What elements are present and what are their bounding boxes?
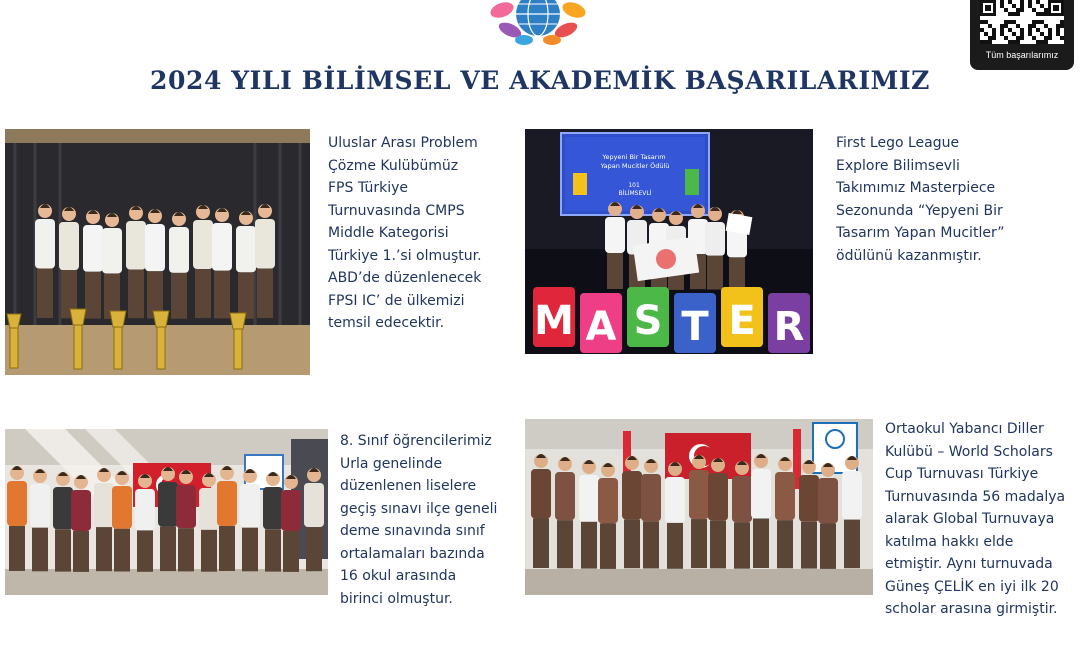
- qr-code-icon[interactable]: [980, 0, 1064, 44]
- person-figure: [775, 457, 795, 568]
- person-figure: [751, 454, 771, 568]
- person-figure: [708, 458, 728, 568]
- page-title: 2024 YILI BİLİMSEL VE AKADEMİK BAŞARILARIMIZ: [149, 66, 931, 95]
- master-letter: T: [681, 304, 709, 350]
- person-figure: [59, 207, 79, 318]
- person-figure: [212, 208, 232, 318]
- globe-flower-logo-icon: [488, 0, 588, 48]
- person-figure: [217, 466, 237, 571]
- person-figure: [598, 463, 618, 569]
- person-figure: [7, 466, 27, 571]
- person-figure: [818, 463, 838, 569]
- lego-screen-line-3: 101: [628, 182, 640, 189]
- achievement-2-text: First Lego League Explore Bilimsevli Takımımız Masterpiece Sezonunda “Yepyeni Bir Tasarım Yapan Mucitler” ödülünü kazanmıştır.: [836, 135, 1005, 264]
- person-figure: [531, 454, 551, 568]
- person-figure: [193, 205, 213, 318]
- master-letter: R: [773, 304, 805, 350]
- lego-screen-line-2: Yapan Mucitler Ödülü: [600, 162, 670, 170]
- person-figure: [176, 470, 196, 571]
- person-figure: [555, 457, 575, 568]
- person-figure: [240, 469, 260, 571]
- person-figure: [689, 455, 709, 568]
- person-figure: [842, 456, 862, 568]
- master-letter: S: [633, 298, 663, 344]
- person-figure: [94, 468, 114, 571]
- person-figure: [169, 212, 189, 319]
- person-figure: [236, 211, 256, 319]
- person-figure: [30, 469, 50, 571]
- qr-caption: Tüm başarılarımız: [985, 50, 1059, 60]
- master-letter: E: [728, 298, 756, 344]
- scholars-cup-team-photo: [525, 419, 873, 595]
- person-figure: [732, 461, 752, 569]
- master-letter: A: [585, 304, 617, 350]
- person-figure: [102, 213, 122, 319]
- team-trophies-stage-photo: [5, 129, 310, 375]
- svg-text:Yepyeni Bir Tasarım Yapa: [600, 153, 670, 170]
- person-figure: [304, 468, 324, 571]
- master-letter: M: [534, 298, 574, 344]
- person-figure: [35, 204, 55, 318]
- grade8-students-hall-photo: [5, 429, 328, 595]
- person-figure: [158, 467, 178, 571]
- lego-screen-line-4: BİLİMSEVLİ: [618, 190, 652, 197]
- achievement-4-text: Ortaokul Yabancı Diller Kulübü – World Scholars Cup Turnuvası Türkiye Turnuvasında 56 madalya alarak Global Turnuvaya katılma hakkı elde etmiştir. Aynı turnuvada Güneş ÇELİK en iyi ilk 20 scholar arasına girmiştir.: [885, 421, 1066, 617]
- lego-league-stage-photo: [525, 129, 813, 354]
- person-figure: [641, 459, 661, 569]
- person-figure: [255, 204, 275, 318]
- person-figure: [799, 460, 819, 569]
- person-figure: [145, 209, 165, 319]
- lego-screen-line-1: Yepyeni Bir Tasarım: [602, 153, 666, 161]
- person-figure: [126, 206, 146, 318]
- person-figure: [622, 456, 642, 568]
- person-figure: [579, 460, 599, 569]
- achievement-1-text: Uluslar Arası Problem Çözme Kulübümüz FPS Türkiye Turnuvasında CMPS Middle Kategorisi Türkiye 1.’si olmuştur. ABD’de düzenlenecek FPSI IC’ de ülkemizi temsil edecektir.: [328, 135, 482, 331]
- person-figure: [83, 210, 103, 319]
- achievement-3-text: 8. Sınıf öğrencilerimiz Urla genelinde düzenlenen liselere geçiş sınavı ilçe geneli deme sınavında sınıf ortalamaları bazında 16 okul arasında birinci olmuştur.: [340, 433, 498, 607]
- person-figure: [665, 462, 685, 569]
- qr-code-panel[interactable]: [970, 0, 1074, 70]
- school-logo: [488, 0, 588, 48]
